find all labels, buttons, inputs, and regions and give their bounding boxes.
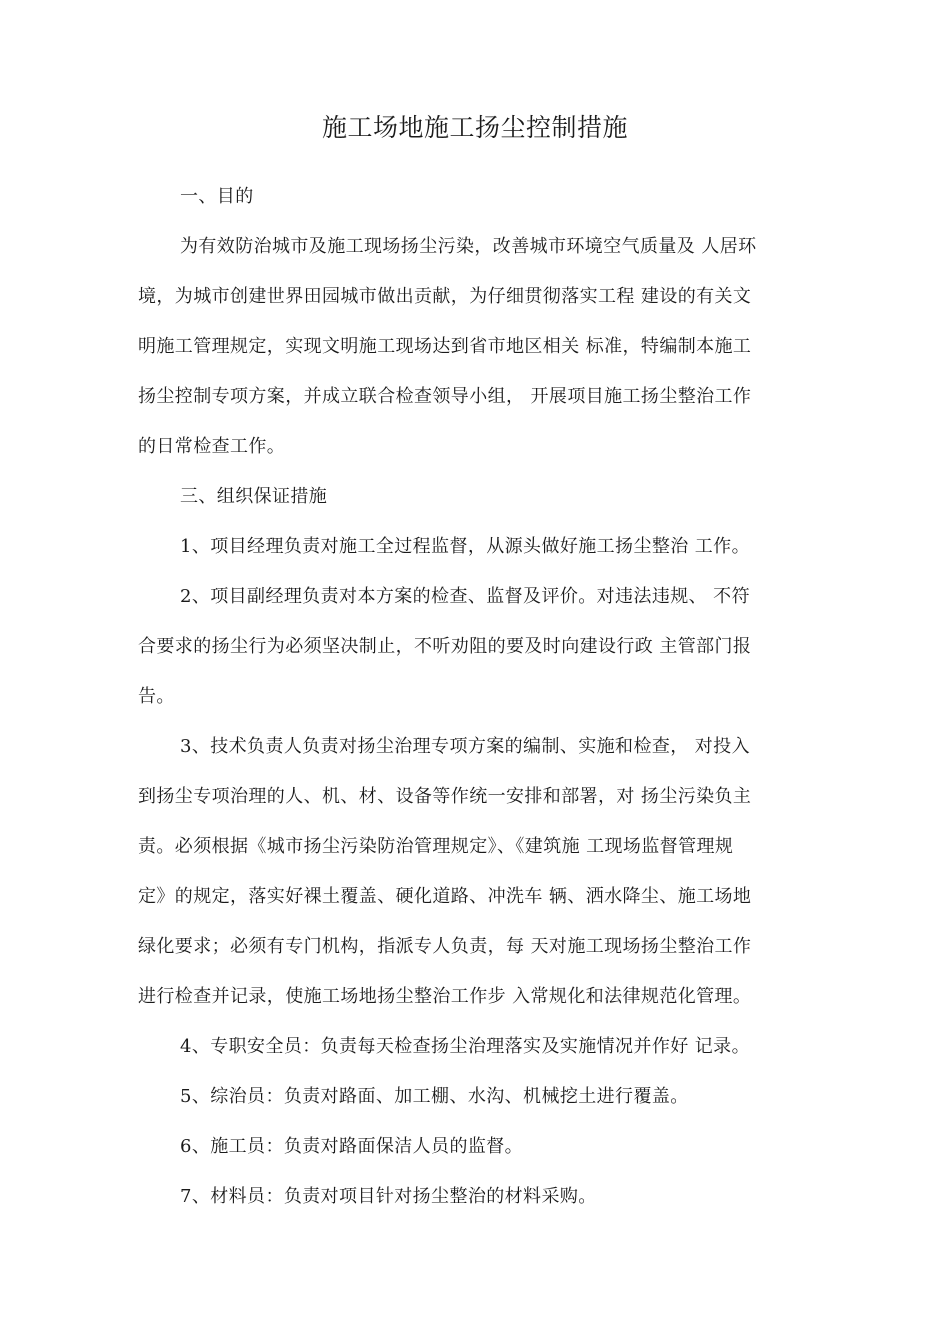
section-heading-organization: 三、组织保证措施 [180,486,328,507]
item-1: 1、项目经理负责对施工全过程监督，从源头做好施工扬尘整治 工作。 [180,536,750,557]
item-3-line: 绿化要求；必须有专门机构，指派专人负责，每 天对施工现场扬尘整治工作 [138,936,752,957]
purpose-paragraph-line: 的日常检查工作。 [138,436,286,457]
item-4: 4、专职安全员：负责每天检查扬尘治理落实及实施情况并作好 记录。 [180,1036,750,1057]
item-3-line: 定》的规定，落实好裸土覆盖、硬化道路、冲洗车 辆、洒水降尘、施工场地 [138,886,752,907]
item-7: 7、材料员：负责对项目针对扬尘整治的材料采购。 [180,1186,597,1207]
item-2-line: 告。 [138,686,175,707]
item-3-line: 进行检查并记录，使施工场地扬尘整治工作步 入常规化和法律规范化管理。 [138,986,752,1007]
item-3-line: 责。必须根据《城市扬尘污染防治管理规定》、《建筑施 工现场监督管理规 [138,836,734,857]
section-organization [138,472,828,1222]
item-3-line: 到扬尘专项治理的人、机、材、设备等作统一安排和部署，对 扬尘污染负主 [138,786,752,807]
item-5: 5、综治员：负责对路面、加工棚、水沟、机械挖土进行覆盖。 [180,1086,689,1107]
item-2-line: 2、项目副经理负责对本方案的检查、监督及评价。对违法违规、 不符 [180,586,750,607]
item-2-line: 合要求的扬尘行为必须坚决制止，不听劝阻的要及时向建设行政 主管部门报 [138,636,752,657]
document-title: 施工场地施工扬尘控制措施 [321,113,628,142]
item-6: 6、施工员：负责对路面保洁人员的监督。 [180,1136,524,1157]
purpose-paragraph-line: 明施工管理规定，实现文明施工现场达到省市地区相关 标准，特编制本施工 [138,336,752,357]
section-heading-purpose: 一、目的 [180,186,254,207]
purpose-paragraph-line: 为有效防治城市及施工现场扬尘污染，改善城市环境空气质量及 人居环 [180,236,757,257]
purpose-paragraph-line: 境，为城市创建世界田园城市做出贡献，为仔细贯彻落实工程 建设的有关文 [138,286,752,307]
purpose-paragraph-line: 扬尘控制专项方案，并成立联合检查领导小组， 开展项目施工扬尘整治工作 [138,386,752,407]
item-3-line: 3、技术负责人负责对扬尘治理专项方案的编制、实施和检查， 对投入 [180,736,750,757]
section-purpose [138,172,828,472]
